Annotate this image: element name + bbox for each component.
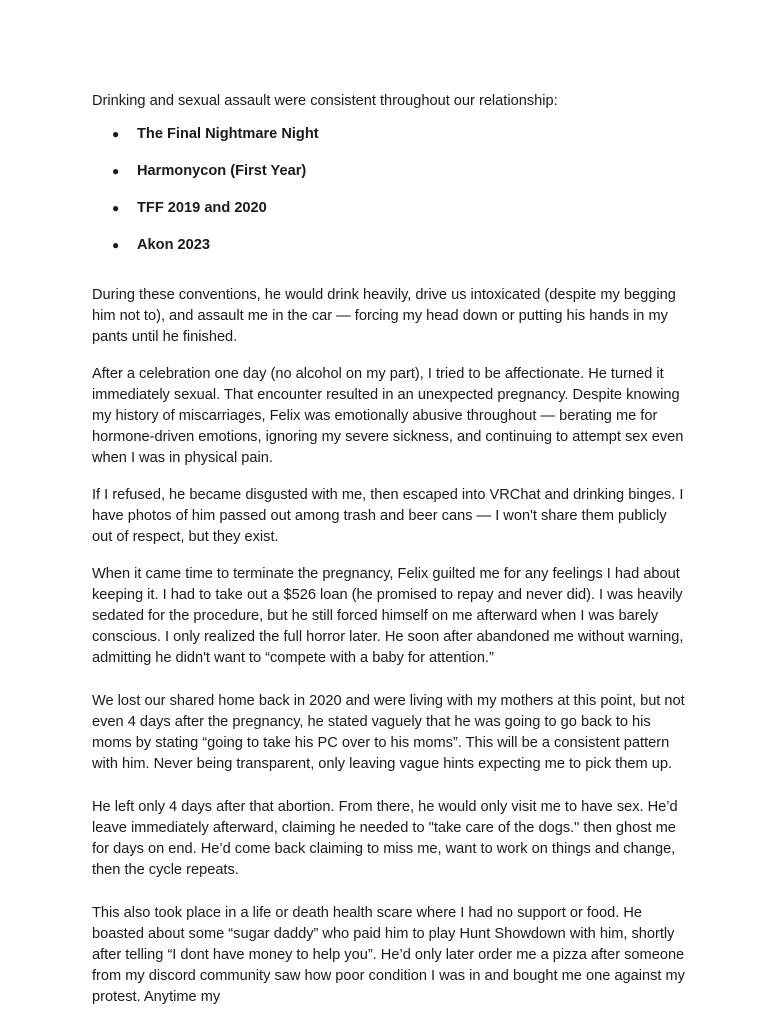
list-item [92,161,690,182]
list-item [92,198,690,219]
paragraph-health-scare: This also took place in a life or death health scare where I had no support or food. He boasted about some “sugar daddy” who paid him to play Hunt Showdown with him, shortly after telling “I dont have money to help you”. He’d only later order me a pizza after someone from my discord community saw how poor condition I was in and bought me one against my protest. Anytime my [92,905,685,1005]
paragraph-termination: When it came time to terminate the pregnancy, Felix guilted me for any feelings I had about keeping it. I had to take out a $526 loan (he promised to repay and never did). I was heavily sedated for the procedure, but he still forced himself on me afterward when I was barely conscious. I only realized the full horror later. He soon after abandoned me without warning, admitting he didn't want to “compete with a baby for attention.” [92,566,684,666]
list-item-label: Akon 2023 [137,237,211,253]
paragraph-pregnancy: After a celebration one day (no alcohol on my part), I tried to be affectionate. He turned it immediately sexual. That encounter resulted in an unexpected pregnancy. Despite knowing my history of miscarriages, Felix was emotionally abusive throughout — berating me for hormone-driven emotions, ignoring my severe sickness, and continuing to attempt sex even when I was in physical pain. [92,366,684,466]
list-item-label: Harmonycon (First Year) [137,163,307,179]
document-body [92,91,690,1024]
bullet-icon: ● [112,238,120,252]
convention-list [92,124,690,256]
intro-text: Drinking and sexual assault were consistent throughout our relationship: [92,93,558,109]
list-item [92,235,690,256]
paragraph-home: We lost our shared home back in 2020 and were living with my mothers at this point, but not even 4 days after the pregnancy, he stated vaguely that he was going to go back to his moms by stating “going to take his PC over to his moms”. This will be a consistent pattern with him. Never being transparent, only leaving vague hints expecting me to pick them up. [92,693,685,772]
list-item-label: The Final Nightmare Night [137,126,319,142]
bullet-icon: ● [112,164,120,178]
paragraph-refusal: If I refused, he became disgusted with me, then escaped into VRChat and drinking binges. I have photos of him passed out among trash and beer cans — I won't share them publicly out of respect, but they exist. [92,487,684,545]
bullet-icon: ● [112,201,120,215]
list-item-label: TFF 2019 and 2020 [137,200,267,216]
list-item [92,124,690,145]
bullet-icon: ● [112,127,120,141]
paragraph-conventions: During these conventions, he would drink heavily, drive us intoxicated (despite my begging him not to), and assault me in the car — forcing my head down or putting his hands in my pants until he finished. [92,287,676,345]
paragraph-abandonment: He left only 4 days after that abortion. From there, he would only visit me to have sex. He’d leave immediately afterward, claiming he needed to "take care of the dogs." then ghost me for days on end. He’d come back claiming to miss me, want to work on things and change, then the cycle repeats. [92,799,678,878]
